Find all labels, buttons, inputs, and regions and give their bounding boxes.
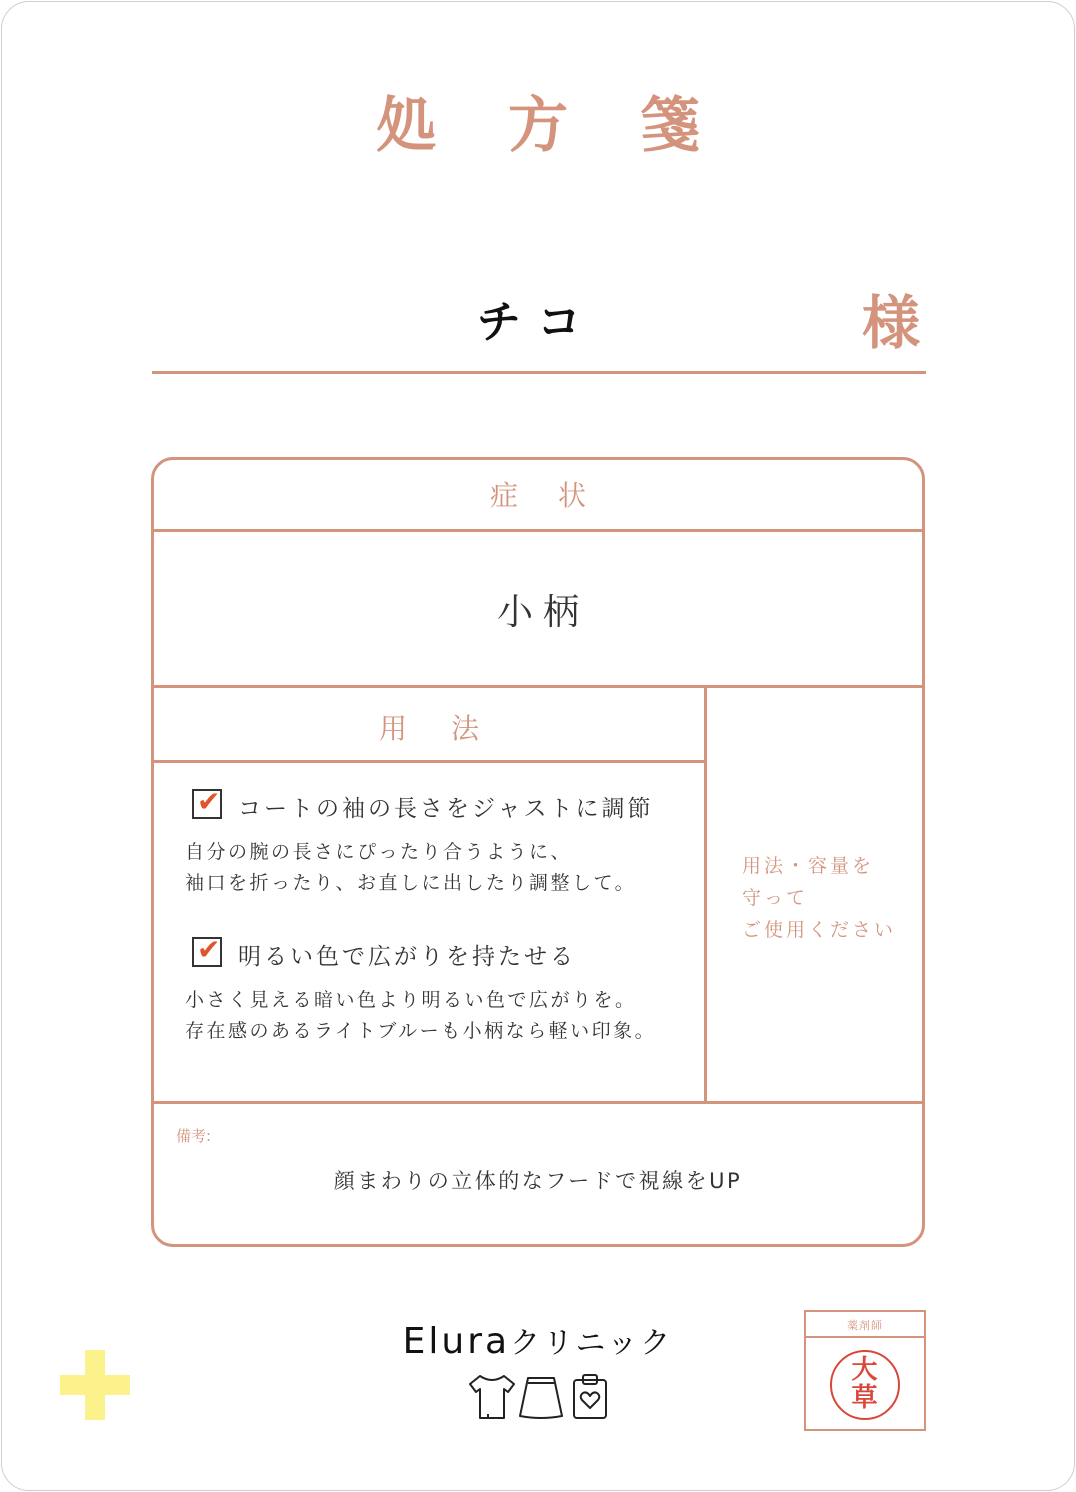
stamp-divider bbox=[806, 1336, 924, 1338]
clipboard-heart-icon bbox=[574, 1375, 606, 1418]
seal-char-2: 草 bbox=[851, 1383, 878, 1413]
divider bbox=[151, 685, 925, 688]
skirt-icon bbox=[520, 1378, 562, 1418]
symptom-heading: 症状 bbox=[489, 479, 626, 512]
dosage-note bbox=[742, 850, 896, 946]
divider bbox=[151, 1101, 925, 1104]
clinic-suffix: クリニック bbox=[510, 1326, 674, 1361]
check-icon: ✔ bbox=[197, 785, 221, 818]
point-2-title: 明るい色で広がりを持たせる bbox=[238, 944, 576, 970]
clinic-logo bbox=[380, 1318, 696, 1362]
remarks-label: 備考: bbox=[176, 1127, 212, 1145]
stamp-label: 薬剤師 bbox=[847, 1319, 883, 1332]
plus-icon-bar-v bbox=[85, 1350, 105, 1420]
checkbox-point-1[interactable] bbox=[192, 785, 222, 819]
point-1-title: コートの袖の長さをジャストに調節 bbox=[238, 796, 654, 822]
remarks-value: 顔まわりの立体的なフードで視線をUP bbox=[333, 1169, 743, 1193]
symptom-value: 小柄 bbox=[496, 592, 589, 633]
seal-stamp bbox=[830, 1350, 900, 1420]
patient-honorific: 様 bbox=[862, 289, 921, 357]
divider bbox=[704, 685, 707, 1104]
dosage-note-line2: 守って bbox=[742, 887, 809, 909]
clinic-brand: Elura bbox=[402, 1321, 511, 1362]
divider bbox=[151, 529, 925, 532]
point-1-desc-line1: 自分の腕の長さにぴったり合うように、 bbox=[185, 841, 573, 863]
page-title: 処方箋 bbox=[376, 91, 772, 161]
dosage-note-line3: ご使用ください bbox=[742, 919, 897, 941]
name-underline bbox=[152, 371, 926, 374]
checkbox-point-2[interactable] bbox=[192, 933, 222, 967]
point-1-desc-line2: 袖口を折ったり、お直しに出したり調整して。 bbox=[185, 872, 637, 894]
divider bbox=[151, 760, 707, 763]
clinic-icons bbox=[466, 1372, 616, 1422]
tshirt-icon bbox=[470, 1376, 514, 1418]
usage-heading: 用法 bbox=[378, 712, 523, 745]
dosage-note-line1: 用法・容量を bbox=[742, 855, 875, 877]
point-2-desc-line2: 存在感のあるライトブルーも小柄なら軽い印象。 bbox=[185, 1020, 657, 1042]
check-icon: ✔ bbox=[197, 933, 221, 966]
seal-char-1: 大 bbox=[851, 1355, 878, 1385]
pharmacist-stamp-box bbox=[804, 1310, 926, 1431]
point-2-desc-line1: 小さく見える暗い色より明るい色で広がりを。 bbox=[185, 989, 637, 1011]
patient-name: チコ bbox=[476, 297, 600, 348]
